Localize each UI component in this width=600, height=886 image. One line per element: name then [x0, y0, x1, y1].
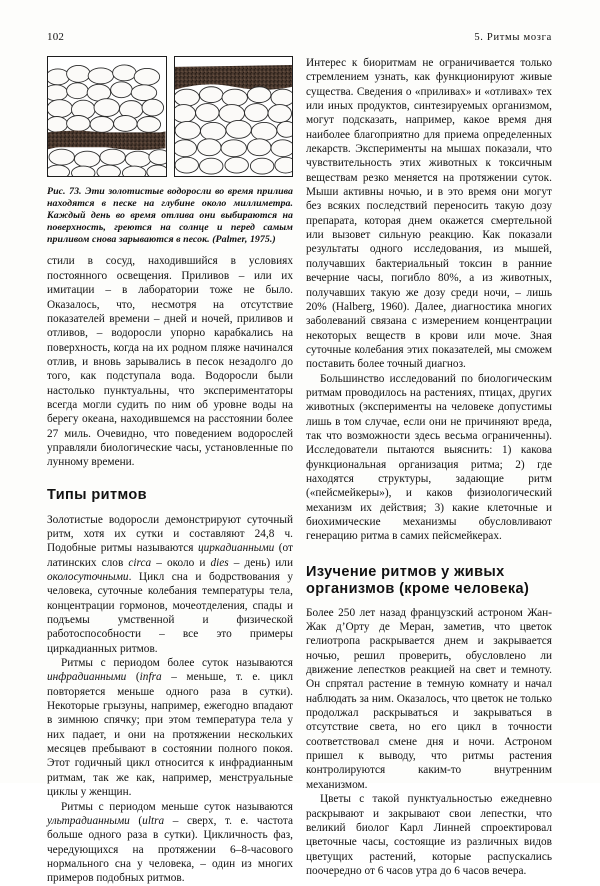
figure-caption-text: Эти золотистые водоросли во время прилива находятся в песке на глубине около миллиметра. Каждый день во время отлива они выбираются на поверхность, греются на солнце и перед самым приливом снова зарываются в песок. (Palmer, 1975.) [47, 186, 294, 246]
text-run: Ритмы с периодом меньше суток называются [61, 800, 293, 813]
paragraph [47, 513, 293, 656]
figure-panels [47, 56, 293, 175]
paragraph: Цветы с такой пунктуальностью ежедневно раскрывают и закрывают свои лепестки, что великий биолог Карл Линней спроектировал цветочные часы, состоящие из различных видов цветущих растений, которые распускались поочередно от 6 часов утра до 6 часов вечера. [306, 793, 552, 877]
text-run: ( [129, 814, 143, 827]
text-run: – день) или [228, 556, 293, 569]
sand-cross-section-illustration-2 [175, 57, 293, 176]
term: ультрадианными [47, 814, 130, 827]
term: ultra [142, 814, 165, 827]
figure-caption [47, 186, 293, 246]
page-number: 102 [47, 31, 65, 43]
text-run: – меньше, т. е. цикл повторяется меньше одного раза в сутки). Некоторые грызуны, например, ежегодно впадают в зимнюю спячку; при этом температура тела у них падает, и они на протяжении нескольких месяцев пребывают в состоянии полного покоя. Этот годичный цикл относится к инфрадианным ритмам, так же как, например, менструальные циклы у женщин. [47, 671, 293, 799]
two-column-body [47, 56, 552, 885]
chapter-title: 5. Ритмы мозга [474, 32, 552, 43]
term: circa [128, 556, 152, 569]
figure-label: Рис. 73. [47, 186, 82, 197]
section-heading-study-of-rhythms: Изучение ритмов у живых организмов (кроме человека) [306, 563, 530, 597]
term: околосуточными [47, 571, 129, 583]
text-run: Золотистые водоросли демонстрируют суточный ритм, хотя их сутки и составляют 24,8 ч. Подобные ритмы называются [47, 513, 293, 555]
figure-panel-high-tide [174, 56, 294, 177]
term: infra [139, 671, 162, 684]
term: инфрадианными [47, 671, 127, 684]
paragraph: Более 250 лет назад французский астроном Жан-Жак д’Орту де Меран, заметив, что цветок гелиотропа раскрывается днем и закрывается ночью, решил проверить, обусловлено ли движение лепестков реакцией на свет и темноту. Он спрятал растение в темную комнату и начал наблюдать за ним. Оказалось, что цветок не только продолжал раскрываться и закрываться в отсутствие света, но его цикл в точности соответствовал смене дня и ночи. Астроном пришел к выводу, что ритмы растения контролируются каким-то внутренним механизмом. [306, 606, 552, 791]
figure-73 [47, 56, 293, 246]
paragraph [47, 800, 293, 886]
term: dies [210, 556, 229, 569]
right-column [306, 56, 552, 878]
paragraph: стили в сосуд, находившийся в условиях постоянного освещения. Приливов – или их имитации – в лаборатории тоже не было. Оказалось, что, несмотря на отсутствие показателей времени – дней и ночей, приливов и отливов, – водоросли упорно карабкались на поверхность, когда на их родном пляже начинался отлив, и вновь зарывались в песок незадолго до того, как подступала вода. Водоросли были настолько пунктуальны, что экспериментаторы всегда могли судить по ним об уровне воды на берегу океана, находившемся на расстоянии более 27 миль. Очевидно, что поведением водорослей управляли биологические часы, установленные по лунному времени. [47, 255, 293, 469]
paragraph [47, 656, 293, 799]
sand-cross-section-illustration-1 [48, 57, 166, 176]
text-run: Ритмы с периодом более суток называются [61, 657, 293, 670]
figure-panel-low-tide [47, 56, 167, 177]
text-run: (от латинских слов [47, 542, 293, 569]
text-run: ( [126, 671, 140, 684]
term: циркадианными [197, 542, 275, 555]
text-run: . Цикл сна и бодрствования у человека, суточные колебания температуры тела, концентрации гормонов, мочеотделения, спады и подъемы умственной и физической работоспособности – все это примеры циркадианных ритмов. [47, 571, 293, 655]
paragraph: Большинство исследований по биологическим ритмам проводилось на растениях, птицах, других животных (эксперименты на человеке допустимы лишь в том случае, если они не причиняют вреда, так что возможности здесь весьма ограниченны). Исследователи пытаются выяснить: 1) какова функциональная организация ритма; 2) где находятся структуры, задающие ритм («пейсмейкеры»), и каков физиологический механизм их действия; 3) какие клеточные и биохимические механизмы обусловливают генерацию ритма в самих пейсмейкерах. [306, 372, 552, 543]
paragraph: Интерес к биоритмам не ограничивается только стремлением узнать, как функционируют живые существа. Сведения о «приливах» и «отливах» тех или иных продуктов, синтезируемых организмом, могут подсказать, например, какое время дня наиболее благоприятно для приема определенных лекарств. Эксперименты на мышах показали, что чувствительность этих животных к токсичным веществам резко меняется на протяжении суток. Мыши активны ночью, и в это время они могут без всяких последствий переносить такую дозу препарата, которая днем окажется смертельной или вызовет сильную реакцию. Как показали результаты одного исследования, из мышей, получавших бактериальный токсин в ранние вечерние часы, погибло 80%, а из животных, получавших такую же дозу среди ночи, – лишь 20% (Halberg, 1960). Далее, диагностика многих заболеваний связана с измерением концентрации некоторых веществ в крови или моче. Зная суточные колебания этих показателей, мы сможем поставить более точный диагноз. [306, 57, 552, 371]
text-run: – сверх, т. е. частота больше одного раза в сутки). Цикличность фаз, чередующихся на протяжении 6–8-часового нормального сна у человека, – один из многих примеров подобных ритмов. [47, 814, 293, 885]
text-run: – около и [151, 556, 211, 569]
running-head [47, 31, 552, 45]
section-heading-types-of-rhythms: Типы ритмов [47, 486, 147, 503]
left-column [47, 56, 293, 886]
